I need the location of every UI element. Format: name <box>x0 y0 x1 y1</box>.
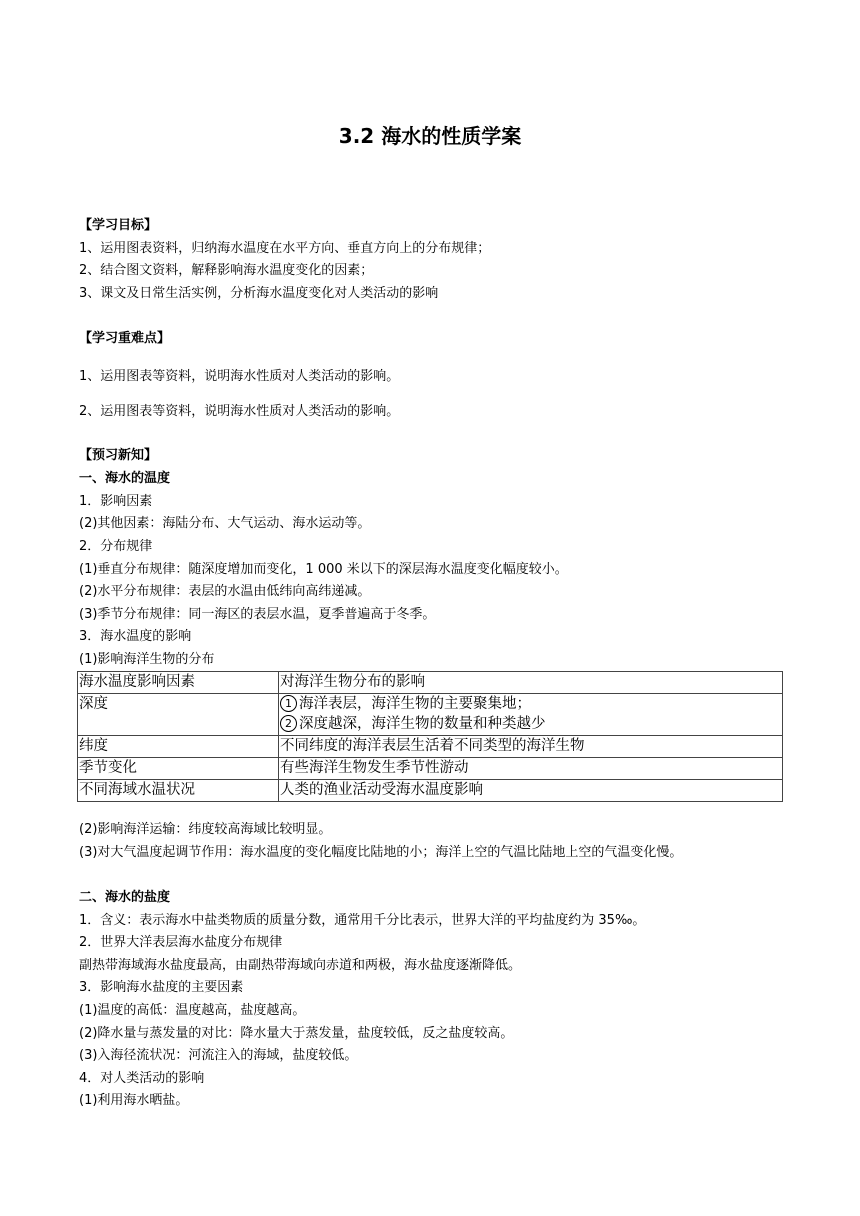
circled-number: 1 <box>280 695 297 712</box>
salinity-line: (1)温度的高低：温度越高，盐度越高。 <box>79 1003 306 1018</box>
circled-number: 2 <box>280 715 297 732</box>
table-row <box>78 736 783 758</box>
table-cell-effect: 不同纬度的海洋表层生活着不同类型的海洋生物 <box>279 736 783 758</box>
document-title: 3.2 海水的性质学案 <box>338 124 522 148</box>
table-header-cell: 对海洋生物分布的影响 <box>279 672 783 694</box>
temperature-line: 3．海水温度的影响 <box>79 629 192 644</box>
temperature-line: (2)水平分布规律：表层的水温由低纬向高纬递减。 <box>79 584 371 599</box>
effect-line <box>280 714 781 734</box>
table-header-row <box>78 672 783 694</box>
table-cell-factor: 季节变化 <box>78 758 279 780</box>
table-cell-effect: 人类的渔业活动受海水温度影响 <box>279 780 783 802</box>
table-cell-effect: 有些海洋生物发生季节性游动 <box>279 758 783 780</box>
table-row <box>78 694 783 736</box>
table-cell-factor: 深度 <box>78 694 279 736</box>
effect-text: 深度越深，海洋生物的数量和种类越少 <box>299 716 546 732</box>
preview-heading: 【预习新知】 <box>79 448 158 463</box>
salinity-line: 1．含义：表示海水中盐类物质的质量分数，通常用千分比表示，世界大洋的平均盐度约为 35‰。 <box>79 913 646 928</box>
salinity-line: 3．影响海水盐度的主要因素 <box>79 980 244 995</box>
temperature-line: (1)影响海洋生物的分布 <box>79 652 215 667</box>
temperature-line: (1)垂直分布规律：随深度增加而变化，1 000 米以下的深层海水温度变化幅度较小。 <box>79 562 568 577</box>
table-cell-effect <box>279 694 783 736</box>
salinity-line: 4．对人类活动的影响 <box>79 1071 205 1086</box>
key-points-heading: 【学习重难点】 <box>79 331 171 346</box>
objective-item: 3、课文及日常生活实例，分析海水温度变化对人类活动的影响 <box>79 286 439 301</box>
temperature-line: (2)其他因素：海陆分布、大气运动、海水运动等。 <box>79 516 371 531</box>
effect-line <box>280 694 781 714</box>
salinity-line: 副热带海域海水盐度最高，由副热带海域向赤道和两极，海水盐度逐渐降低。 <box>79 958 522 973</box>
marine-life-table <box>77 671 783 802</box>
temperature-after-line: (3)对大气温度起调节作用：海水温度的变化幅度比陆地的小；海洋上空的气温比陆地上空的气温变化慢。 <box>79 845 683 860</box>
objectives-heading: 【学习目标】 <box>79 218 158 233</box>
effect-text: 海洋表层，海洋生物的主要聚集地； <box>299 696 531 712</box>
salinity-line: (2)降水量与蒸发量的对比：降水量大于蒸发量，盐度较低，反之盐度较高。 <box>79 1026 514 1041</box>
salinity-heading: 二、海水的盐度 <box>79 890 171 905</box>
temperature-heading: 一、海水的温度 <box>79 471 171 486</box>
table-header-cell: 海水温度影响因素 <box>78 672 279 694</box>
objective-item: 2、结合图文资料，解释影响海水温度变化的因素； <box>79 263 374 278</box>
key-point-item: 1、运用图表等资料，说明海水性质对人类活动的影响。 <box>79 369 400 384</box>
table-cell-factor: 不同海域水温状况 <box>78 780 279 802</box>
objective-item: 1、运用图表资料，归纳海水温度在水平方向、垂直方向上的分布规律； <box>79 241 491 256</box>
key-point-item: 2、运用图表等资料，说明海水性质对人类活动的影响。 <box>79 404 400 419</box>
salinity-line: 2．世界大洋表层海水盐度分布规律 <box>79 935 283 950</box>
table-cell-factor: 纬度 <box>78 736 279 758</box>
salinity-line: (1)利用海水晒盐。 <box>79 1093 189 1108</box>
temperature-line: (3)季节分布规律：同一海区的表层水温，夏季普遍高于冬季。 <box>79 607 436 622</box>
temperature-line: 1．影响因素 <box>79 494 153 509</box>
table-row <box>78 780 783 802</box>
temperature-after-line: (2)影响海洋运输：纬度较高海域比较明显。 <box>79 822 332 837</box>
temperature-line: 2．分布规律 <box>79 539 153 554</box>
table-row <box>78 758 783 780</box>
salinity-line: (3)入海径流状况：河流注入的海域，盐度较低。 <box>79 1048 358 1063</box>
